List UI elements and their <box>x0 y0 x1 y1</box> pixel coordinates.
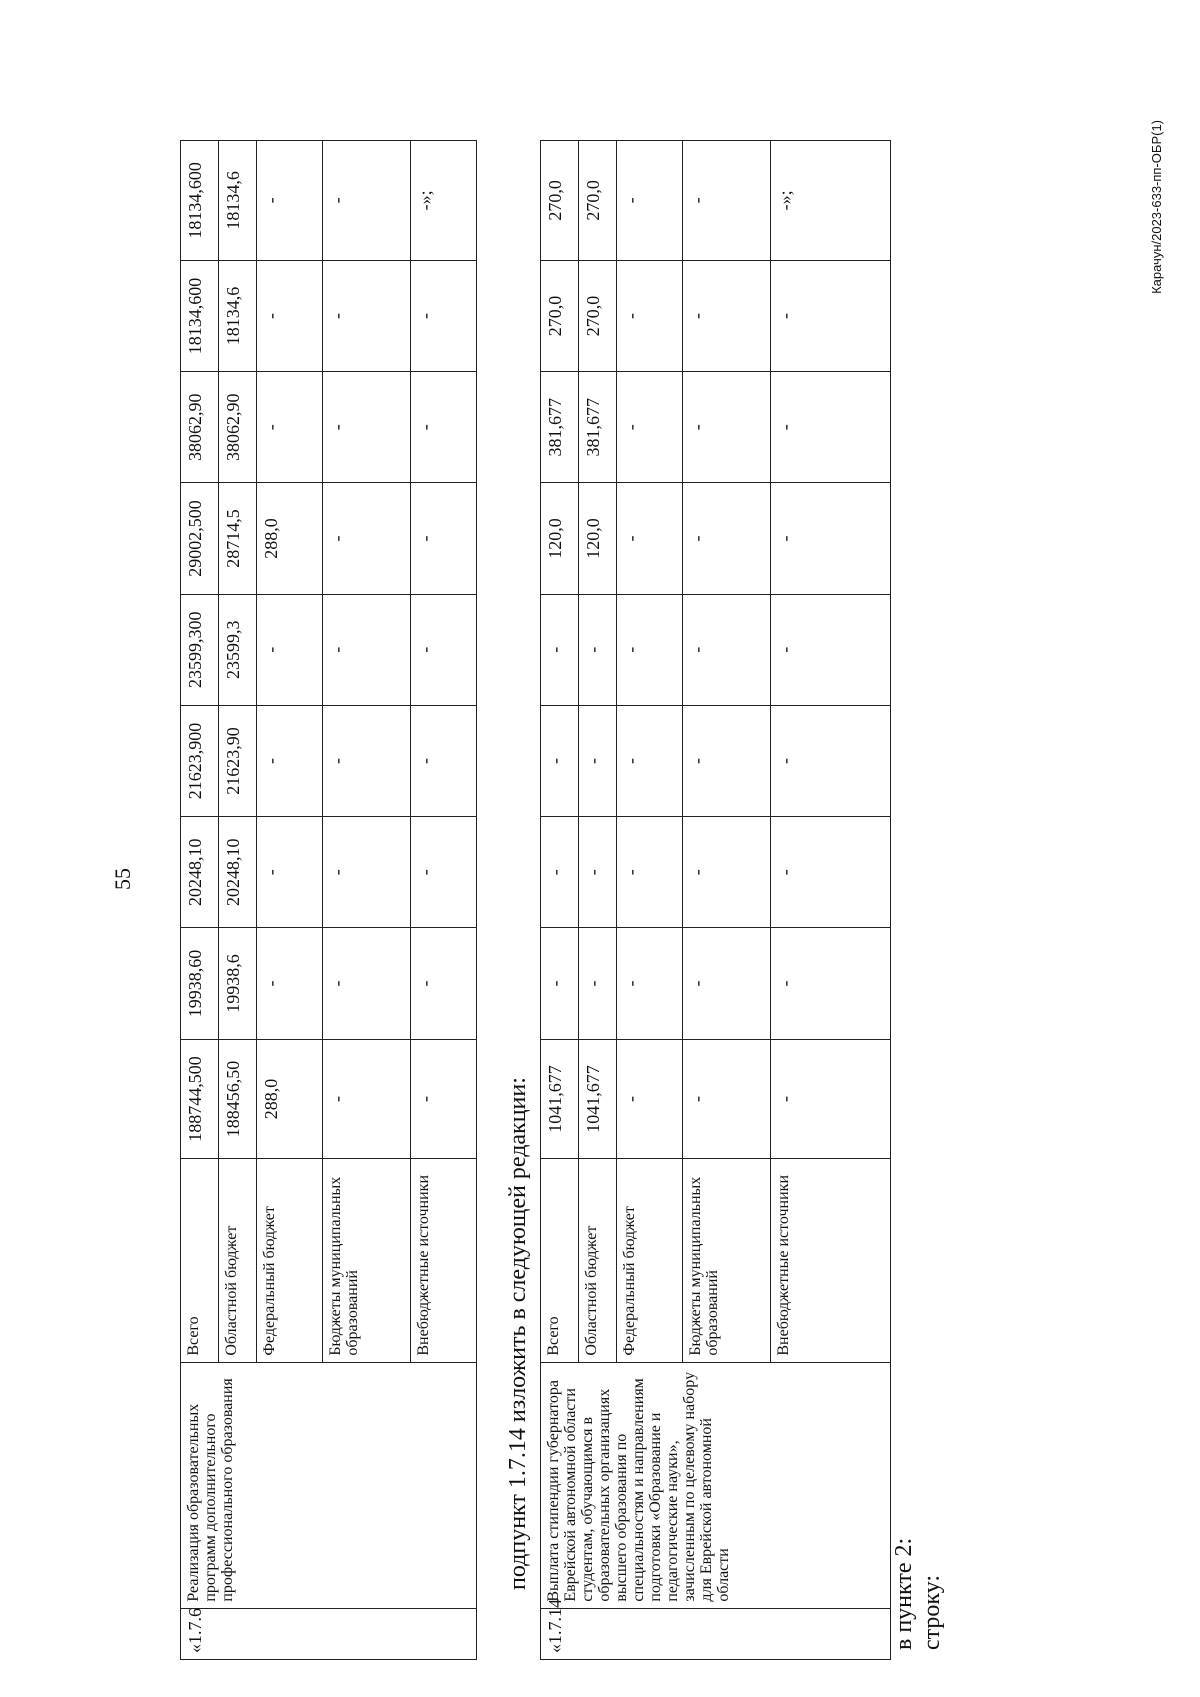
value-cell: - <box>257 260 323 371</box>
value-cell: - <box>323 372 411 483</box>
page-number: 55 <box>110 868 135 890</box>
value-cell: - <box>617 260 683 371</box>
value-cell: - <box>323 1039 411 1159</box>
value-cell: -»; <box>771 141 891 261</box>
value-cell: 19938,60 <box>181 928 219 1039</box>
value-cell: - <box>683 817 771 928</box>
value-cell: 381,677 <box>579 372 617 483</box>
item-code: «1.7.14 <box>541 1608 891 1659</box>
value-cell: - <box>579 817 617 928</box>
value-cell: - <box>323 705 411 816</box>
source-label: Внебюджетные источники <box>771 1159 891 1362</box>
value-cell: - <box>771 260 891 371</box>
value-cell: 188456,50 <box>219 1039 257 1159</box>
value-cell: - <box>617 141 683 261</box>
caption-1-7-14: подпункт 1.7.14 изложить в следующей редакции: <box>505 1077 531 1590</box>
value-cell: - <box>771 372 891 483</box>
value-cell: - <box>257 817 323 928</box>
value-cell: - <box>771 1039 891 1159</box>
tail-line-2: строку: <box>919 1574 945 1650</box>
value-cell: - <box>257 141 323 261</box>
tail-text <box>890 1538 946 1650</box>
table-row <box>181 141 219 1660</box>
source-label: Бюджеты муниципальных образований <box>323 1159 411 1362</box>
value-cell: - <box>683 1039 771 1159</box>
value-cell: 270,0 <box>579 260 617 371</box>
value-cell: - <box>257 928 323 1039</box>
value-cell: - <box>617 1039 683 1159</box>
value-cell: - <box>771 817 891 928</box>
source-label: Федеральный бюджет <box>257 1159 323 1362</box>
value-cell: 23599,300 <box>181 594 219 705</box>
value-cell: - <box>323 594 411 705</box>
value-cell: - <box>683 594 771 705</box>
value-cell: 23599,3 <box>219 594 257 705</box>
tail-line-1: в пункте 2: <box>891 1537 917 1650</box>
source-label: Всего <box>181 1159 219 1362</box>
value-cell: 270,0 <box>541 260 579 371</box>
value-cell: -»; <box>411 141 477 261</box>
value-cell: - <box>683 260 771 371</box>
value-cell: 19938,6 <box>219 928 257 1039</box>
value-cell: - <box>257 705 323 816</box>
value-cell: 288,0 <box>257 483 323 594</box>
value-cell: - <box>411 705 477 816</box>
value-cell: - <box>771 928 891 1039</box>
value-cell: 18134,6 <box>219 260 257 371</box>
value-cell: 270,0 <box>541 141 579 261</box>
source-label: Внебюджетные источники <box>411 1159 477 1362</box>
value-cell: - <box>579 928 617 1039</box>
value-cell: - <box>541 928 579 1039</box>
value-cell: - <box>683 928 771 1039</box>
value-cell: - <box>541 817 579 928</box>
value-cell: 120,0 <box>541 483 579 594</box>
table-1-7-14 <box>540 140 891 1660</box>
value-cell: - <box>683 705 771 816</box>
value-cell: - <box>771 483 891 594</box>
value-cell: 20248,10 <box>181 817 219 928</box>
value-cell: - <box>411 928 477 1039</box>
item-title: Выплата стипендии губернатора Еврейской автономной области студентам, обучающимся в образовательных организациях высшего образования по специальностям и направлениям подготовки «Образование и педагогические науки», зачисленным по целевому набору для Еврейской автономной области <box>541 1362 891 1608</box>
item-title: Реализация образовательных программ дополнительного профессионального образования <box>181 1362 477 1608</box>
value-cell: 21623,90 <box>219 705 257 816</box>
value-cell: - <box>683 141 771 261</box>
value-cell: - <box>323 141 411 261</box>
value-cell: - <box>323 928 411 1039</box>
value-cell: 20248,10 <box>219 817 257 928</box>
value-cell: - <box>617 817 683 928</box>
value-cell: - <box>541 594 579 705</box>
value-cell: - <box>617 483 683 594</box>
value-cell: 28714,5 <box>219 483 257 594</box>
value-cell: - <box>411 260 477 371</box>
source-label: Бюджеты муниципальных образований <box>683 1159 771 1362</box>
source-label: Областной бюджет <box>219 1159 257 1362</box>
value-cell: - <box>771 705 891 816</box>
value-cell: - <box>411 372 477 483</box>
value-cell: 1041,677 <box>541 1039 579 1159</box>
value-cell: - <box>617 372 683 483</box>
source-label: Областной бюджет <box>579 1159 617 1362</box>
value-cell: - <box>411 483 477 594</box>
value-cell: - <box>579 594 617 705</box>
source-label: Федеральный бюджет <box>617 1159 683 1362</box>
value-cell: - <box>617 928 683 1039</box>
value-cell: - <box>411 1039 477 1159</box>
value-cell: - <box>411 817 477 928</box>
value-cell: 18134,6 <box>219 141 257 261</box>
value-cell: 18134,600 <box>181 260 219 371</box>
source-label: Всего <box>541 1159 579 1362</box>
value-cell: - <box>541 705 579 816</box>
value-cell: - <box>771 594 891 705</box>
value-cell: 270,0 <box>579 141 617 261</box>
value-cell: 381,677 <box>541 372 579 483</box>
table-row <box>541 141 579 1660</box>
value-cell: 1041,677 <box>579 1039 617 1159</box>
value-cell: 21623,900 <box>181 705 219 816</box>
value-cell: 288,0 <box>257 1039 323 1159</box>
value-cell: - <box>323 260 411 371</box>
value-cell: 188744,500 <box>181 1039 219 1159</box>
item-code: «1.7.6 <box>181 1608 477 1659</box>
value-cell: - <box>683 483 771 594</box>
value-cell: - <box>323 483 411 594</box>
value-cell: - <box>617 705 683 816</box>
document-reference: Карачун/2023-633-пп-ОБР(1) <box>1149 120 1164 294</box>
value-cell: 120,0 <box>579 483 617 594</box>
value-cell: 38062,90 <box>219 372 257 483</box>
value-cell: - <box>411 594 477 705</box>
value-cell: 18134,600 <box>181 141 219 261</box>
value-cell: - <box>323 817 411 928</box>
page-content <box>110 100 1080 1660</box>
value-cell: - <box>683 372 771 483</box>
value-cell: 38062,90 <box>181 372 219 483</box>
value-cell: - <box>579 705 617 816</box>
value-cell: - <box>257 372 323 483</box>
value-cell: 29002,500 <box>181 483 219 594</box>
table-1-7-6 <box>180 140 477 1660</box>
value-cell: - <box>257 594 323 705</box>
value-cell: - <box>617 594 683 705</box>
